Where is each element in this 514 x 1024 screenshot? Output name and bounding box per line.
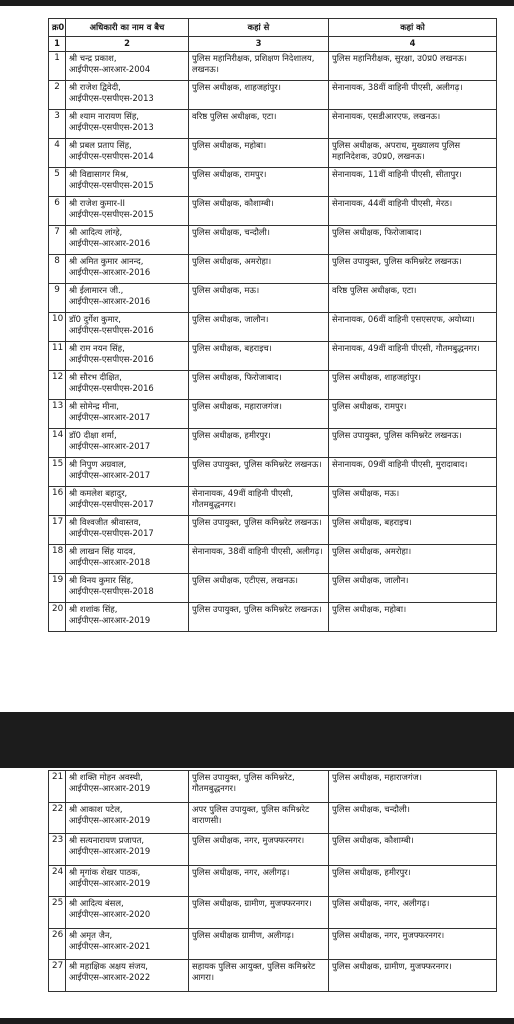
officer-name: श्री अमित कुमार आनन्द, — [69, 256, 144, 266]
officer-cell — [66, 284, 189, 313]
officer-batch: आईपीएस-आरआर-2019 — [69, 814, 151, 825]
table-row — [49, 400, 497, 429]
officer-name: श्री अमृत जैन, — [69, 929, 113, 940]
from-posting-cell: पुलिस अधीक्षक, बहराइच। — [189, 342, 329, 371]
from-posting-cell: पुलिस अधीक्षक, कौशाम्बी। — [189, 197, 329, 226]
to-posting-cell: पुलिस अधीक्षक, रामपुर। — [329, 400, 497, 429]
officer-name: श्री सौरभ दीक्षित, — [69, 372, 122, 382]
officer-name: श्री श्याम नारायण सिंह, — [69, 111, 139, 121]
from-posting-cell: पुलिस अधीक्षक, चन्दौली। — [189, 226, 329, 255]
officer-cell — [66, 342, 189, 371]
document-page-1 — [48, 18, 496, 632]
to-posting-cell: पुलिस अधीक्षक, नगर, अलीगढ़। — [329, 897, 497, 929]
table-row — [49, 139, 497, 168]
officer-name: श्री विद्यासागर मिश्र, — [69, 169, 129, 179]
officer-cell — [66, 255, 189, 284]
header-officer-name-batch: अधिकारी का नाम व बैच — [66, 19, 189, 37]
officer-name: श्री चन्द्र प्रकाश, — [69, 53, 117, 63]
table-row — [49, 168, 497, 197]
officer-name: श्री महाक्षिक अक्षय संजय, — [69, 961, 148, 971]
serial-cell: 14 — [49, 429, 66, 458]
table-row — [49, 110, 497, 139]
serial-cell: 25 — [49, 897, 66, 929]
from-posting-cell: सेनानायक, 49वीं वाहिनी पीएसी, गौतमबुद्धनगर। — [189, 487, 329, 516]
index-cell: 3 — [189, 37, 329, 52]
serial-cell: 24 — [49, 865, 66, 897]
table-row — [49, 771, 497, 803]
to-posting-cell: सेनानायक, 49वीं वाहिनी पीएसी, गौतमबुद्धनगर। — [329, 342, 497, 371]
from-posting-cell: पुलिस अधीक्षक, अमरोहा। — [189, 255, 329, 284]
table-row — [49, 284, 497, 313]
to-posting-cell: पुलिस महानिरीक्षक, सुरक्षा, उ0प्र0 लखनऊ। — [329, 52, 497, 81]
serial-cell: 13 — [49, 400, 66, 429]
serial-cell: 8 — [49, 255, 66, 284]
transfer-table — [48, 18, 497, 632]
header-serial: क्र0 — [49, 19, 66, 37]
officer-cell — [66, 771, 189, 803]
serial-cell: 7 — [49, 226, 66, 255]
to-posting-cell: पुलिस अधीक्षक, अमरोहा। — [329, 545, 497, 574]
table-row — [49, 313, 497, 342]
officer-cell — [66, 226, 189, 255]
header-from: कहां से — [189, 19, 329, 37]
officer-cell — [66, 897, 189, 929]
officer-cell — [66, 313, 189, 342]
serial-cell: 3 — [49, 110, 66, 139]
table-row — [49, 255, 497, 284]
table-row — [49, 371, 497, 400]
table-row — [49, 834, 497, 866]
table-row — [49, 545, 497, 574]
officer-cell — [66, 400, 189, 429]
officer-batch: आईपीएस-आरआर-2016 — [69, 238, 151, 249]
officer-batch: आईपीएस-एसपीएस-2018 — [69, 586, 154, 597]
officer-batch: आईपीएस-एसपीएस-2014 — [69, 151, 154, 162]
table-row — [49, 226, 497, 255]
officer-name: श्री ईलामारन जी., — [69, 285, 124, 295]
from-posting-cell: पुलिस अधीक्षक, शाहजहांपुर। — [189, 81, 329, 110]
officer-name: श्री प्रबल प्रताप सिंह, — [69, 140, 132, 150]
from-posting-cell: पुलिस अधीक्षक, एटीएस, लखनऊ। — [189, 574, 329, 603]
to-posting-cell: पुलिस उपायुक्त, पुलिस कमिश्नरेट लखनऊ। — [329, 429, 497, 458]
officer-cell — [66, 865, 189, 897]
officer-cell — [66, 168, 189, 197]
officer-name: श्री शक्ति मोहन अवस्थी, — [69, 772, 143, 782]
to-posting-cell: सेनानायक, 06वीं वाहिनी एसएसएफ, अयोध्या। — [329, 313, 497, 342]
serial-cell: 22 — [49, 802, 66, 834]
officer-name: श्री मृगांक शेखर पाठक, — [69, 866, 141, 877]
serial-cell: 1 — [49, 52, 66, 81]
officer-cell — [66, 487, 189, 516]
to-posting-cell: सेनानायक, 11वीं वाहिनी पीएसी, सीतापुर। — [329, 168, 497, 197]
index-cell: 2 — [66, 37, 189, 52]
table-row — [49, 603, 497, 632]
officer-name: श्री विनय कुमार सिंह, — [69, 575, 134, 585]
officer-batch: आईपीएस-एसपीएस-2015 — [69, 209, 154, 220]
from-posting-cell: पुलिस अधीक्षक, फिरोजाबाद। — [189, 371, 329, 400]
officer-name: श्री शशांक सिंह, — [69, 604, 118, 614]
from-posting-cell: पुलिस उपायुक्त, पुलिस कमिश्नरेट, गौतमबुद्धनगर। — [189, 771, 329, 803]
transfer-table-continued — [48, 770, 497, 992]
officer-name: श्री राम नयन सिंह, — [69, 343, 125, 353]
officer-cell — [66, 197, 189, 226]
serial-cell: 20 — [49, 603, 66, 632]
serial-cell: 4 — [49, 139, 66, 168]
document-page-2 — [48, 770, 496, 992]
serial-cell: 2 — [49, 81, 66, 110]
officer-batch: आईपीएस-आरआर-2019 — [69, 615, 151, 626]
top-edge — [0, 0, 514, 6]
officer-cell — [66, 802, 189, 834]
officer-batch: आईपीएस-आरआर-2017 — [69, 412, 151, 423]
officer-name: डॉ0 दीक्षा शर्मा, — [69, 430, 117, 440]
officer-batch: आईपीएस-आरआर-2016 — [69, 267, 151, 278]
to-posting-cell: सेनानायक, एसडीआरएफ, लखनऊ। — [329, 110, 497, 139]
from-posting-cell: पुलिस उपायुक्त, पुलिस कमिश्नरेट लखनऊ। — [189, 603, 329, 632]
to-posting-cell: पुलिस अधीक्षक, महोबा। — [329, 603, 497, 632]
officer-batch: आईपीएस-एसपीएस-2016 — [69, 354, 154, 365]
officer-batch: आईपीएस-आरआर-2016 — [69, 296, 151, 307]
serial-cell: 21 — [49, 771, 66, 803]
officer-name: श्री राजेश कुमार-II — [69, 198, 125, 208]
table-row — [49, 52, 497, 81]
serial-cell: 11 — [49, 342, 66, 371]
officer-batch: आईपीएस-आरआर-2019 — [69, 783, 151, 794]
officer-batch: आईपीएस-आरआर-2004 — [69, 64, 151, 75]
table-body-page-1 — [49, 52, 497, 632]
table-row — [49, 516, 497, 545]
from-posting-cell: पुलिस अधीक्षक, नगर, अलीगढ़। — [189, 865, 329, 897]
from-posting-cell: सहायक पुलिस आयुक्त, पुलिस कमिश्नरेट आगरा। — [189, 960, 329, 992]
index-cell: 1 — [49, 37, 66, 52]
officer-batch: आईपीएस-आरआर-2022 — [69, 972, 151, 983]
from-posting-cell: अपर पुलिस उपायुक्त, पुलिस कमिश्नरेट वाराणसी। — [189, 802, 329, 834]
officer-name: श्री निपुण अग्रवाल, — [69, 459, 127, 469]
table-row — [49, 865, 497, 897]
officer-batch: आईपीएस-एसपीएस-2013 — [69, 93, 154, 104]
table-row — [49, 487, 497, 516]
officer-cell — [66, 371, 189, 400]
from-posting-cell: पुलिस अधीक्षक ग्रामीण, अलीगढ़। — [189, 928, 329, 960]
officer-cell — [66, 960, 189, 992]
officer-name: श्री विश्वजीत श्रीवास्तव, — [69, 517, 141, 527]
officer-cell — [66, 545, 189, 574]
serial-cell: 23 — [49, 834, 66, 866]
serial-cell: 9 — [49, 284, 66, 313]
from-posting-cell: वरिष्ठ पुलिस अधीक्षक, एटा। — [189, 110, 329, 139]
from-posting-cell: पुलिस अधीक्षक, महाराजगंज। — [189, 400, 329, 429]
serial-cell: 15 — [49, 458, 66, 487]
serial-cell: 5 — [49, 168, 66, 197]
serial-cell: 10 — [49, 313, 66, 342]
officer-name: श्री आदित्य बंसल, — [69, 898, 124, 908]
officer-cell — [66, 81, 189, 110]
officer-batch: आईपीएस-एसपीएस-2016 — [69, 383, 154, 394]
serial-cell: 6 — [49, 197, 66, 226]
officer-cell — [66, 429, 189, 458]
officer-cell — [66, 516, 189, 545]
to-posting-cell: पुलिस अधीक्षक, नगर, मुजफ्फरनगर। — [329, 928, 497, 960]
officer-name: श्री लाखन सिंह यादव, — [69, 546, 136, 556]
from-posting-cell: पुलिस अधीक्षक, जालौन। — [189, 313, 329, 342]
table-body-page-2 — [49, 771, 497, 992]
table-row — [49, 960, 497, 992]
from-posting-cell: पुलिस उपायुक्त, पुलिस कमिश्नरेट लखनऊ। — [189, 516, 329, 545]
officer-batch: आईपीएस-एसपीएस-2017 — [69, 499, 154, 510]
table-row — [49, 429, 497, 458]
officer-batch: आईपीएस-एसपीएस-2013 — [69, 122, 154, 133]
officer-name: श्री सत्यनारायण प्रजापत, — [69, 835, 145, 845]
officer-batch: आईपीएस-एसपीएस-2016 — [69, 325, 154, 336]
officer-name: डॉ0 दुर्गेश कुमार, — [69, 314, 121, 324]
to-posting-cell: सेनानायक, 44वीं वाहिनी पीएसी, मेरठ। — [329, 197, 497, 226]
officer-name: श्री राजेश द्विवेदी, — [69, 82, 121, 92]
officer-batch: आईपीएस-आरआर-2017 — [69, 470, 151, 481]
to-posting-cell: पुलिस अधीक्षक, चन्दौली। — [329, 802, 497, 834]
to-posting-cell: पुलिस अधीक्षक, मऊ। — [329, 487, 497, 516]
officer-name: श्री आकाश पटेल, — [69, 803, 123, 814]
officer-name: श्री सोमेन्द्र मीना, — [69, 401, 119, 411]
officer-name: श्री आदित्य लांग्हे, — [69, 227, 123, 237]
from-posting-cell: पुलिस उपायुक्त, पुलिस कमिश्नरेट लखनऊ। — [189, 458, 329, 487]
to-posting-cell: पुलिस अधीक्षक, कौशाम्बी। — [329, 834, 497, 866]
from-posting-cell: पुलिस अधीक्षक, नगर, मुजफ्फरनगर। — [189, 834, 329, 866]
page-gap — [0, 712, 514, 768]
serial-cell: 12 — [49, 371, 66, 400]
officer-cell — [66, 458, 189, 487]
serial-cell: 17 — [49, 516, 66, 545]
to-posting-cell: पुलिस अधीक्षक, फिरोजाबाद। — [329, 226, 497, 255]
officer-cell — [66, 603, 189, 632]
from-posting-cell: पुलिस अधीक्षक, ग्रामीण, मुजफ्फरनगर। — [189, 897, 329, 929]
from-posting-cell: पुलिस अधीक्षक, हमीरपुर। — [189, 429, 329, 458]
serial-cell: 26 — [49, 928, 66, 960]
table-header-row — [49, 19, 497, 37]
serial-cell: 16 — [49, 487, 66, 516]
from-posting-cell: पुलिस अधीक्षक, रामपुर। — [189, 168, 329, 197]
to-posting-cell: सेनानायक, 38वीं वाहिनी पीएसी, अलीगढ़। — [329, 81, 497, 110]
officer-batch: आईपीएस-आरआर-2017 — [69, 441, 151, 452]
table-row — [49, 458, 497, 487]
to-posting-cell: पुलिस अधीक्षक, ग्रामीण, मुजफ्फरनगर। — [329, 960, 497, 992]
officer-batch: आईपीएस-एसपीएस-2017 — [69, 528, 154, 539]
table-row — [49, 897, 497, 929]
to-posting-cell: पुलिस अधीक्षक, जालौन। — [329, 574, 497, 603]
to-posting-cell: सेनानायक, 09वीं वाहिनी पीएसी, मुरादाबाद। — [329, 458, 497, 487]
table-row — [49, 928, 497, 960]
to-posting-cell: पुलिस अधीक्षक, शाहजहांपुर। — [329, 371, 497, 400]
officer-name: श्री कमलेश बहादुर, — [69, 488, 128, 498]
from-posting-cell: सेनानायक, 38वीं वाहिनी पीएसी, अलीगढ़। — [189, 545, 329, 574]
officer-batch: आईपीएस-आरआर-2019 — [69, 877, 151, 888]
officer-batch: आईपीएस-एसपीएस-2015 — [69, 180, 154, 191]
officer-cell — [66, 139, 189, 168]
officer-batch: आईपीएस-आरआर-2021 — [69, 940, 151, 951]
from-posting-cell: पुलिस अधीक्षक, महोबा। — [189, 139, 329, 168]
to-posting-cell: पुलिस अधीक्षक, बहराइच। — [329, 516, 497, 545]
officer-cell — [66, 928, 189, 960]
serial-cell: 27 — [49, 960, 66, 992]
to-posting-cell: पुलिस उपायुक्त, पुलिस कमिश्नरेट लखनऊ। — [329, 255, 497, 284]
officer-cell — [66, 574, 189, 603]
table-row — [49, 81, 497, 110]
table-row — [49, 802, 497, 834]
from-posting-cell: पुलिस महानिरीक्षक, प्रशिक्षण निदेशालय, लखनऊ। — [189, 52, 329, 81]
table-index-row — [49, 37, 497, 52]
officer-cell — [66, 834, 189, 866]
serial-cell: 19 — [49, 574, 66, 603]
to-posting-cell: पुलिस अधीक्षक, हमीरपुर। — [329, 865, 497, 897]
officer-cell — [66, 110, 189, 139]
serial-cell: 18 — [49, 545, 66, 574]
table-row — [49, 574, 497, 603]
to-posting-cell: पुलिस अधीक्षक, महाराजगंज। — [329, 771, 497, 803]
header-to: कहां को — [329, 19, 497, 37]
table-row — [49, 197, 497, 226]
officer-batch: आईपीएस-आरआर-2019 — [69, 846, 151, 857]
index-cell: 4 — [329, 37, 497, 52]
table-row — [49, 342, 497, 371]
bottom-edge — [0, 1018, 514, 1024]
to-posting-cell: पुलिस अधीक्षक, अपराध, मुख्यालय पुलिस महानिदेशक, उ0प्र0, लखनऊ। — [329, 139, 497, 168]
from-posting-cell: पुलिस अधीक्षक, मऊ। — [189, 284, 329, 313]
officer-batch: आईपीएस-आरआर-2018 — [69, 557, 151, 568]
officer-batch: आईपीएस-आरआर-2020 — [69, 909, 151, 920]
officer-cell — [66, 52, 189, 81]
to-posting-cell: वरिष्ठ पुलिस अधीक्षक, एटा। — [329, 284, 497, 313]
